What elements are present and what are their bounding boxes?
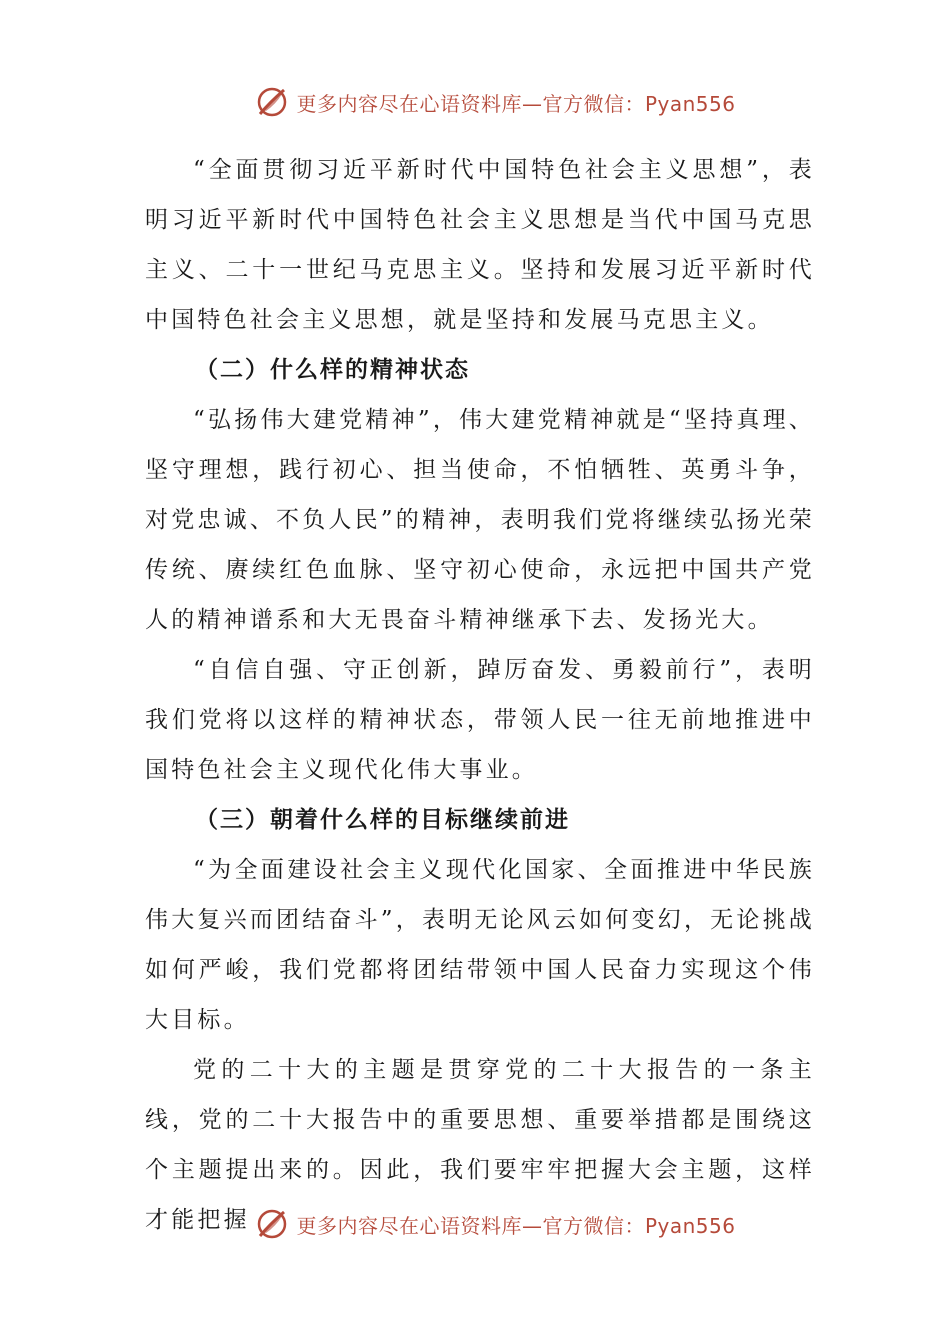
watermark-text: 更多内容尽在心语资料库—官方微信：Pyan556 — [296, 1213, 736, 1238]
paragraph-4: “为全面建设社会主义现代化国家、全面推进中华民族伟大复兴而团结奋斗”，表明无论风云如何变幻，无论挑战如何严峻，我们党都将团结带领中国人民奋力实现这个伟大目标。 — [145, 857, 815, 1033]
document-body — [145, 145, 815, 1245]
quill-logo-icon — [254, 84, 290, 120]
quill-logo-icon — [254, 1206, 290, 1242]
paragraph-1: “全面贯彻习近平新时代中国特色社会主义思想”，表明习近平新时代中国特色社会主义思想是当代中国马克思主义、二十一世纪马克思主义。坚持和发展习近平新时代中国特色社会主义思想，就是坚持和发展马克思主义。 — [145, 157, 815, 333]
footer-watermark — [0, 1204, 950, 1244]
section-heading-3: （三）朝着什么样的目标继续前进 — [195, 806, 570, 833]
header-watermark — [0, 82, 950, 122]
paragraph-2: “弘扬伟大建党精神”，伟大建党精神就是“坚持真理、坚守理想，践行初心、担当使命，不怕牺牲、英勇斗争，对党忠诚、不负人民”的精神，表明我们党将继续弘扬光荣传统、赓续红色血脉、坚守初心使命，永远把中国共产党人的精神谱系和大无畏奋斗精神继承下去、发扬光大。 — [145, 407, 815, 633]
section-heading-2: （二）什么样的精神状态 — [195, 356, 470, 383]
paragraph-3: “自信自强、守正创新，踔厉奋发、勇毅前行”，表明我们党将以这样的精神状态，带领人民一往无前地推进中国特色社会主义现代化伟大事业。 — [145, 657, 815, 783]
paragraph-5: 党的二十大的主题是贯穿党的二十大报告的一条主线，党的二十大报告中的重要思想、重要举措都是围绕这个主题提出来的。因此，我们要牢牢把握大会主题，这样才能把握 — [145, 1057, 815, 1233]
watermark-text: 更多内容尽在心语资料库—官方微信：Pyan556 — [296, 91, 736, 116]
